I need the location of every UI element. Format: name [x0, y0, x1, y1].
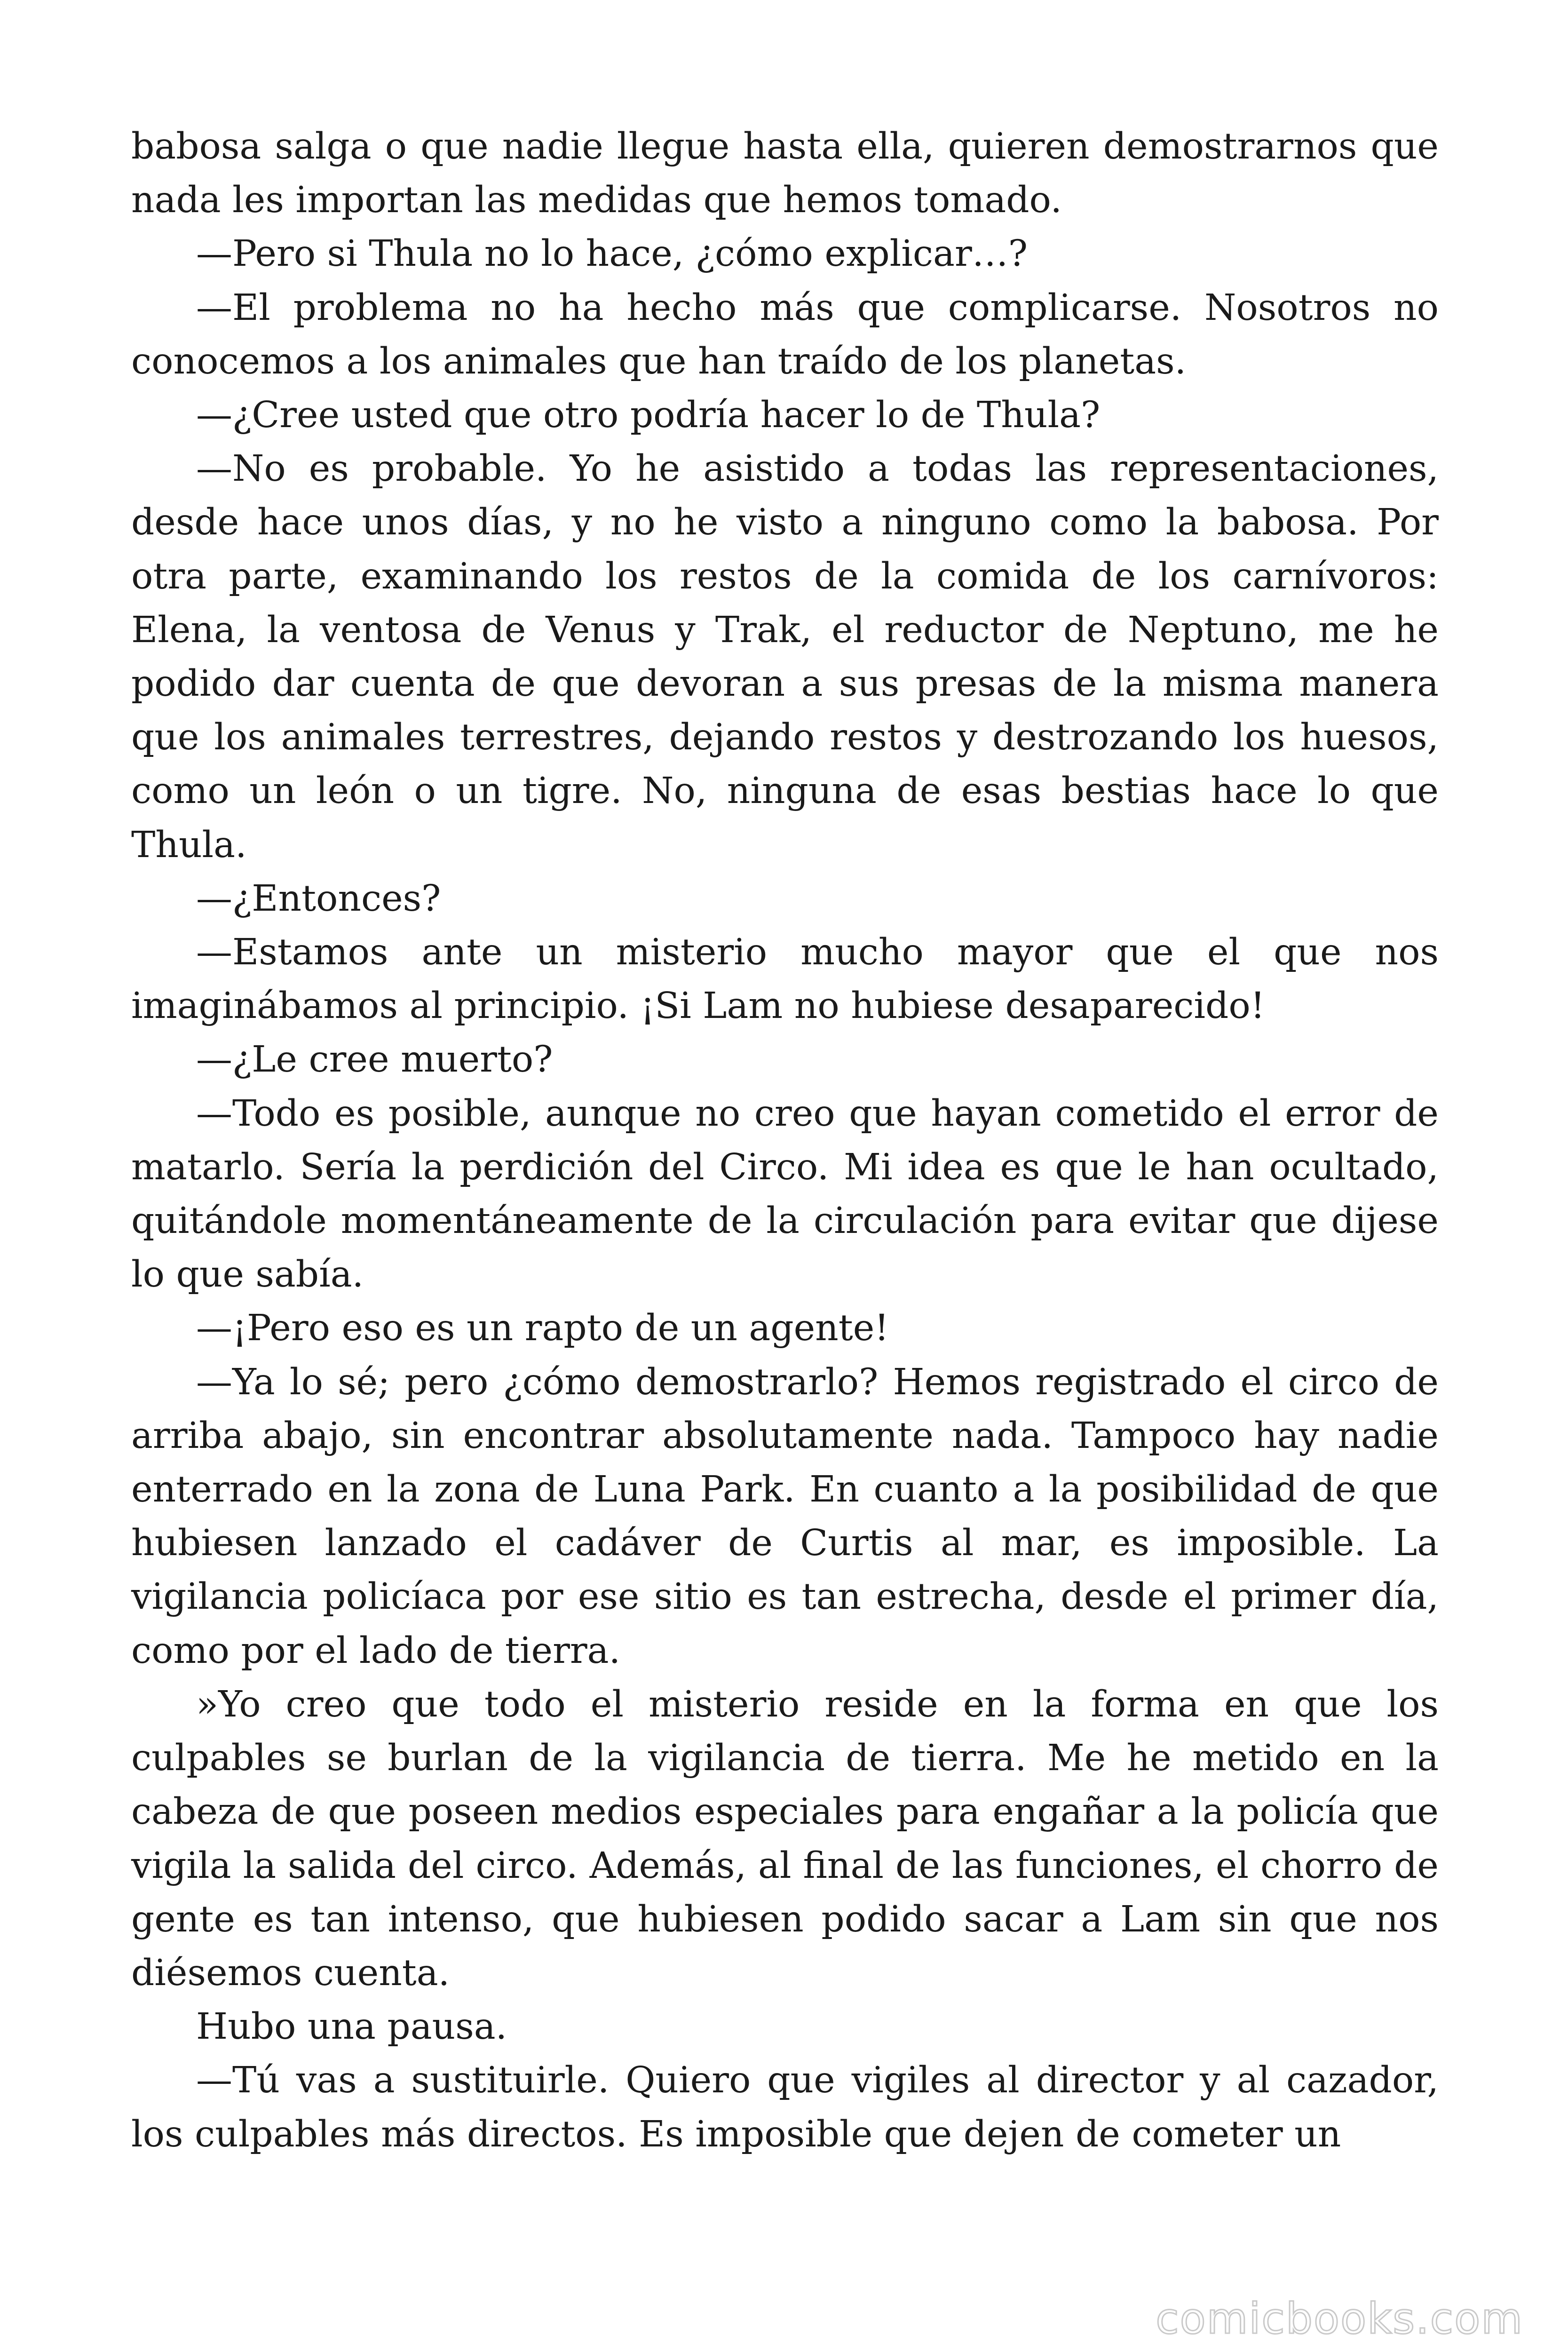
paragraph: —¿Cree usted que otro podría hacer lo de Thula? [196, 394, 1101, 437]
watermark: comicbooks.com [1156, 2294, 1523, 2344]
paragraph: —El problema no ha hecho más que complicarse. Nosotros no conocemos a los animales que han traído de los planetas. [131, 286, 1439, 382]
paragraph: —¡Pero eso es un rapto de un agente! [196, 1307, 889, 1350]
paragraph: —¿Le cree muerto? [196, 1039, 553, 1081]
paragraph: —No es probable. Yo he asistido a todas las representaciones, desde hace unos días, y no he visto a ninguno como la babosa. Por otra parte, examinando los restos de la comida de los carnívoros: Elena, la ventosa de Venus y Trak, el reductor de Neptuno, me he podido dar cuenta de que devoran a sus presas de la misma manera que los animales terrestres, dejando restos y destrozando los huesos, como un león o un tigre. No, ninguna de esas bestias hace lo que Thula. [131, 448, 1439, 866]
paragraph: Hubo una pausa. [196, 2006, 507, 2048]
paragraph: —Tú vas a sustituirle. Quiero que vigiles al director y al cazador, los culpables más directos. Es imposible que dejen de cometer un [131, 2059, 1439, 2155]
paragraph: »Yo creo que todo el misterio reside en la forma en que los culpables se burlan de la vigilancia de tierra. Me he metido en la cabeza de que poseen medios especiales para engañar a la policía que vigila la salida del circo. Además, al final de las funciones, el chorro de gente es tan intenso, que hubiesen podido sacar a Lam sin que nos diésemos cuenta. [131, 1683, 1439, 1994]
paragraph: —Pero si Thula no lo hace, ¿cómo explicar…? [196, 233, 1028, 275]
paragraph: —¿Entonces? [196, 877, 441, 920]
paragraph: —Ya lo sé; pero ¿cómo demostrarlo? Hemos registrado el circo de arriba abajo, sin encontrar absolutamente nada. Tampoco hay nadie enterrado en la zona de Luna Park. En cuanto a la posibilidad de que hubiesen lanzado el cadáver de Curtis al mar, es imposible. La vigilancia policíaca por ese sitio es tan estrecha, desde el primer día, como por el lado de tierra. [131, 1361, 1439, 1672]
paragraph: —Estamos ante un misterio mucho mayor que el que nos imaginábamos al principio. ¡Si Lam no hubiese desaparecido! [131, 931, 1439, 1027]
paragraph: babosa salga o que nadie llegue hasta ella, quieren demostrarnos que nada les importan las medidas que hemos tomado. [131, 126, 1439, 222]
body-text [131, 120, 1439, 2161]
paragraph: —Todo es posible, aunque no creo que hayan cometido el error de matarlo. Sería la perdición del Circo. Mi idea es que le han ocultado, quitándole momentáneamente de la circulación para evitar que dijese lo que sabía. [131, 1092, 1439, 1296]
